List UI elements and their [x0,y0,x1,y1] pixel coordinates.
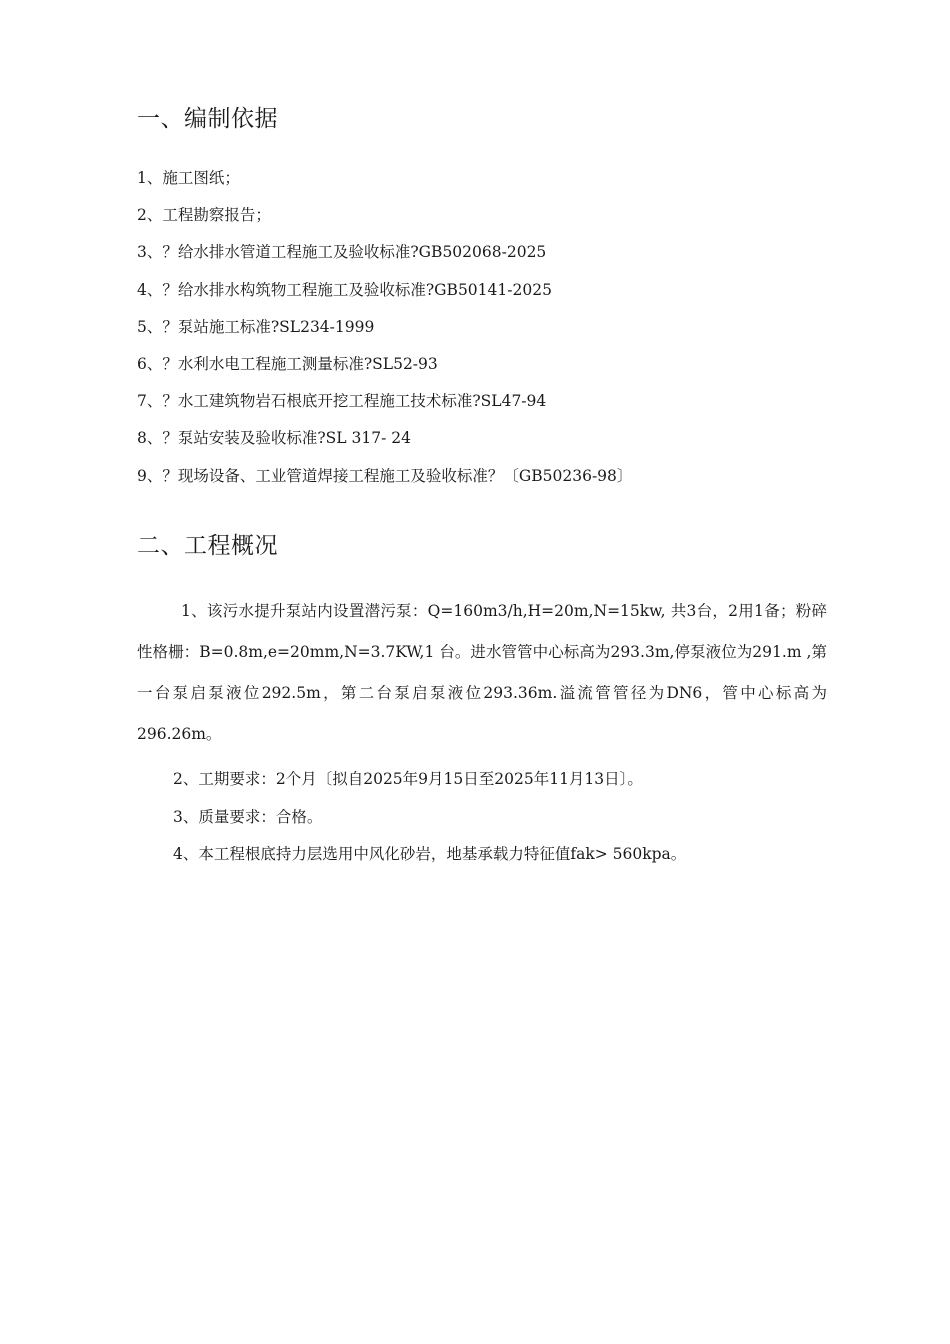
reference-item: 1、施工图纸； [137,169,240,187]
section-heading-overview: 二、工程概况 [137,533,278,559]
overview-body [137,591,827,880]
reference-item: 9、？现场设备、工业管道焊接工程施工及验收标准？〔GB50236-98〕 [137,466,633,485]
overview-paragraph-foundation: 4、本工程根底持力层选用中风化砂岩，地基承载力特征值fak> 560kpa。 [173,845,687,863]
reference-item: 5、？泵站施工标准?SL234-1999 [137,317,375,336]
overview-paragraph-quality: 3、质量要求：合格。 [173,807,323,826]
reference-item: 6、？水利水电工程施工测量标准?SL52-93 [137,354,438,373]
reference-item: 3、？给水排水管道工程施工及验收标准?GB502068-2025 [137,243,547,262]
reference-item: 7、？水工建筑物岩石根底开挖工程施工技术标准?SL47-94 [137,392,547,411]
section-heading-basis: 一、编制依据 [137,106,278,132]
reference-list [137,166,632,501]
reference-item: 8、？泵站安装及验收标准?SL 317- 24 [137,429,411,448]
overview-paragraph-schedule: 2、工期要求：2个月〔拟自2025年9月15日至2025年11月13日〕。 [173,770,643,788]
overview-paragraph-pumps: 1、该污水提升泵站内设置潜污泵：Q=160m3/h,H=20m,N=15kw, 共3台，2用1备；粉碎性格栅：B=0.8m,e=20mm,N=3.7KW,1 台。进水管管中心标高为293.3m,停泵液位为291.m ,第一台泵启泵液位292.5m，第二台泵启泵液位293.36m.溢流管管径为DN6，管中心标高为296.26m。 [137,602,827,743]
reference-item: 2、工程勘察报告； [137,206,271,225]
reference-item: 4、？给水排水构筑物工程施工及验收标准?GB50141-2025 [137,280,552,299]
